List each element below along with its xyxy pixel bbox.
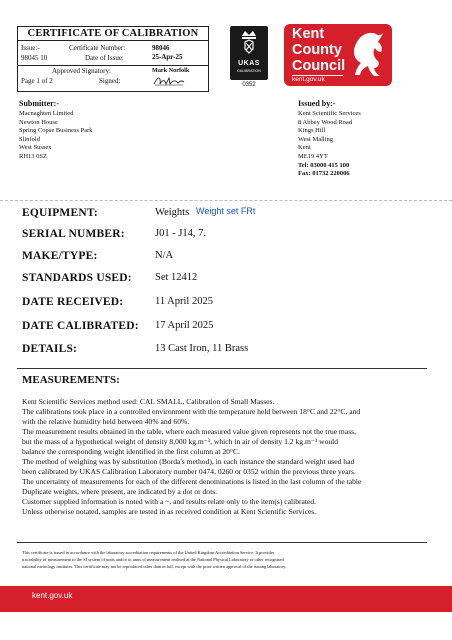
measurement-line: Duplicate weights, where present, are indicated by a dot or dots. [22,487,218,496]
address-line: Kings Hill [298,127,326,135]
submitter-address [19,110,93,162]
address-line: Newton House [19,118,58,126]
address-line: RH13 0SZ [19,152,47,160]
measurement-line: Kent Scientific Services method used: CAL SMALL, Calibration of Small Masses. [22,397,275,406]
signed-label: Signed: [99,77,121,85]
divider [17,542,427,543]
footer-line: This certificate is issued in accordance with the laboratory accreditation requirements of the United Kingdom Accreditation Service. It provides [22,550,275,555]
certificate-number-value: 98046 [152,44,170,52]
details-label: DETAILS: [22,343,78,355]
measurement-line: The uncertainty of measurements for each of the different denominations is listed in the last column of the table [22,477,362,486]
address-line: Spring Copse Business Park [19,127,93,135]
date-calibrated-value: 17 April 2025 [155,320,214,331]
measurement-line: The method of weighing was by substitution (Borda's method), in each instance the standard weight used had [22,457,355,466]
address-line: Macnaghten Limited [19,110,74,117]
kent-logo-line3: Council [292,58,346,74]
address-line: Kent Scientific Services [298,110,361,117]
equipment-handwritten-note: Weight set FRt [196,206,256,216]
issue-value: 98045 10 [21,54,48,62]
divider [0,200,452,201]
standards-used-value: Set 12412 [155,272,198,283]
address-line: West Sussex [19,144,52,152]
footer-line: traceability of measurement to the SI system of units and/or to units of measurement realised at the National Physical Laboratory or other recognised [22,557,284,562]
date-calibrated-label: DATE CALIBRATED: [22,320,139,332]
telephone: Tel: 03000 415 100 [298,161,350,169]
divider [18,65,208,66]
standards-used-label: STANDARDS USED: [22,272,132,284]
address-line: 8 Abbey Wood Road [298,118,353,126]
ukas-subtitle: CALIBRATION [237,69,261,73]
measurement-line: Unless otherwise notated, samples are tested in as received condition at Kent Scientific Services. [22,507,317,516]
date-received-value: 11 April 2025 [155,296,213,307]
measurement-line: but the mass of a hypothetical weight of density 8,000 kg.m⁻³, which in air of density 1.2 kg.m⁻³ would [22,437,339,446]
measurement-line: The measurement results obtained in the table, where each measured value given represents not the true mass, [22,427,357,436]
issue-label: Issue:- [21,44,40,52]
issuer-address [298,110,361,179]
footer-website: kent.gov.uk [32,591,73,600]
issuer-heading: Issued by:- [298,99,336,108]
fax: Fax: 01732 220006 [298,170,350,178]
address-line: Slinfold [19,135,40,143]
serial-number-label: SERIAL NUMBER: [22,228,125,240]
approved-signatory-label: Approved Signatory: [52,67,111,75]
date-of-issue-value: 25-Apr-25 [152,53,183,61]
certificate-number-label: Certificate Number: [69,44,126,52]
certificate-title: CERTIFICATE OF CALIBRATION [18,28,208,41]
crown-icon [230,26,268,60]
make-type-label: MAKE/TYPE: [22,250,98,262]
equipment-value: Weights [155,207,190,218]
kent-logo-web: kent.gov.uk [292,76,325,83]
ukas-name: UKAS [238,60,260,67]
measurement-line: balance the corresponding weight identified in the first column at 20°C. [22,447,240,456]
details-value: 13 Cast Iron, 11 Brass [155,343,249,354]
kent-logo-line1: Kent [292,26,325,42]
footer-line: national metrology institutes. This certificate may not be reproduced other than in full, except with the prior written approval of the issuing laboratory. [22,564,287,569]
measurement-line: been calibrated by UKAS Calibration Laboratory number 0474, 0260 or 0352 within the previous three years. [22,467,356,476]
address-line: Kent [298,144,311,152]
ukas-number: 0352 [242,82,256,88]
approved-signatory-value: Mark Norfolk [152,67,190,74]
date-of-issue-label: Date of Issue: [85,54,124,62]
measurement-line: The calibrations took place in a controlled environment with the temperature held between 18°C and 22°C, and [22,407,361,416]
measurements-heading: MEASUREMENTS: [22,374,120,386]
address-line: West Malling [298,135,334,143]
make-type-value: N/A [155,250,174,261]
serial-number-value: J01 - J14, 7. [155,228,207,239]
signature-image [152,74,186,88]
kent-logo-line2: County [292,42,342,58]
measurement-line: with the relative humidity held between 40% and 60%. [22,417,190,426]
equipment-label: EQUIPMENT: [22,207,98,219]
page-number: Page 1 of 2 [21,77,53,85]
horse-icon [348,28,388,80]
measurement-line: Customer supplied information is noted with a ~, and results relate only to the item(s) calibrated. [22,497,317,506]
submitter-heading: Submitter:- [19,99,59,108]
date-received-label: DATE RECEIVED: [22,296,124,308]
address-line: ME19 4YT [298,152,328,160]
